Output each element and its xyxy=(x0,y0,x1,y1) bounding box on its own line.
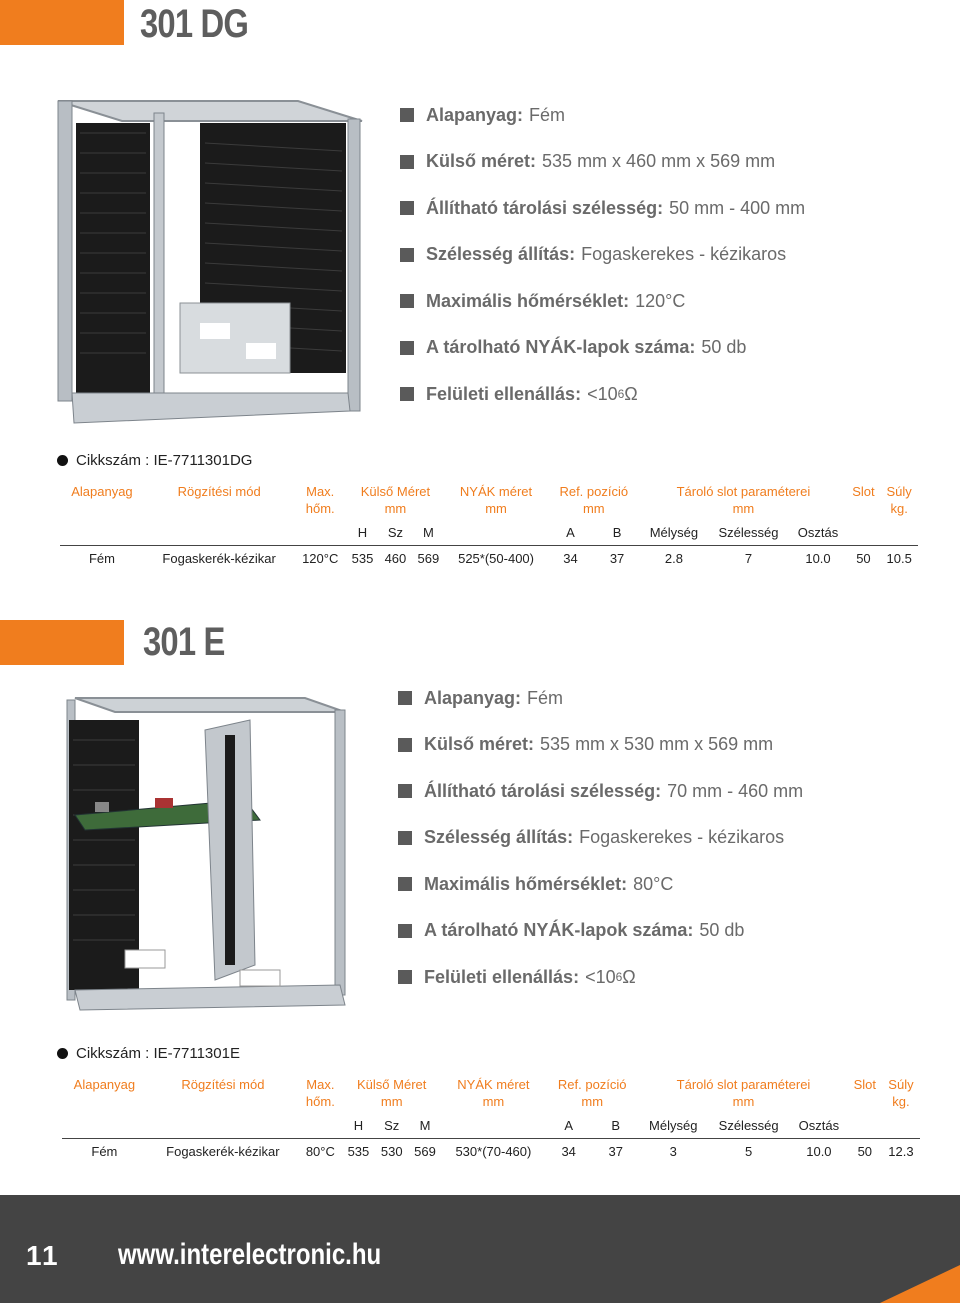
bullet-square-icon xyxy=(400,108,414,122)
table-cell: 3 xyxy=(669,1143,677,1159)
product-photo-301dg xyxy=(50,93,370,433)
table-subheader: B xyxy=(594,521,641,545)
table-header: Rögzítési mód xyxy=(177,484,261,499)
table-header: NYÁK méret mm xyxy=(459,484,533,516)
spec-item: Felületi ellenállás: <10 6 Ω xyxy=(398,954,803,1001)
bullet-square-icon xyxy=(398,738,412,752)
table-cell: 12.3 xyxy=(888,1143,914,1159)
spec-item: Állítható tárolási szélesség: 50 mm - 400 mm xyxy=(400,185,805,232)
table-cell: 120°C xyxy=(302,550,339,566)
item-number-301dg: Cikkszám : IE-7711301DG xyxy=(57,452,252,469)
spec-item: Alapanyag: Fém xyxy=(400,92,805,139)
bullet-square-icon xyxy=(398,691,412,705)
spec-item: Szélesség állítás: Fogaskerekes - kézikaros xyxy=(400,232,805,279)
product-title-301dg: 301 DG xyxy=(140,2,249,46)
bullet-square-icon xyxy=(398,970,412,984)
table-cell: 10.5 xyxy=(886,550,912,566)
table-cell: 80°C xyxy=(305,1143,335,1159)
spec-item: Alapanyag: Fém xyxy=(398,675,803,722)
table-cell: 5 xyxy=(745,1143,753,1159)
spec-item: Szélesség állítás: Fogaskerekes - kézikaros xyxy=(398,815,803,862)
table-header: Tároló slot paraméterei mm xyxy=(676,484,811,516)
bullet-square-icon xyxy=(400,387,414,401)
spec-item: Maximális hőmérséklet: 80°C xyxy=(398,861,803,908)
table-cell: 7 xyxy=(744,550,753,566)
bullet-square-icon xyxy=(398,831,412,845)
table-header: Ref. pozíció mm xyxy=(559,484,629,516)
table-header: Rögzítési mód xyxy=(181,1077,265,1092)
table-subheader: A xyxy=(545,1114,592,1138)
table-header: Súly kg. xyxy=(886,484,912,516)
table-header: Külső Méret mm xyxy=(360,484,431,516)
table-subheader: M xyxy=(412,521,445,545)
table-cell: 50 xyxy=(856,550,871,566)
table-header: Külső Méret mm xyxy=(357,1077,427,1109)
item-number-301e: Cikkszám : IE-7711301E xyxy=(57,1045,240,1062)
table-cell: 37 xyxy=(609,550,625,566)
table-header: Slot xyxy=(852,484,875,499)
title-bar-2 xyxy=(0,620,124,665)
table-cell: 460 xyxy=(384,550,407,566)
table-header: NYÁK méret mm xyxy=(457,1077,530,1109)
table-cell: 530*(70-460) xyxy=(455,1143,532,1159)
table-subheader: Mélység xyxy=(639,1114,707,1138)
product-title-301e: 301 E xyxy=(143,620,225,664)
bullet-dot-icon xyxy=(57,1048,68,1059)
table-cell: Fém xyxy=(88,550,115,566)
table-header: Tároló slot paraméterei mm xyxy=(676,1077,811,1109)
table-cell: Fogaskerék-kézikar xyxy=(166,1143,280,1159)
table-header: Max. hőm. xyxy=(305,484,335,516)
spec-item: A tárolható NYÁK-lapok száma: 50 db xyxy=(398,908,803,955)
table-cell: 2.8 xyxy=(664,550,683,566)
table-cell: 535 xyxy=(351,550,374,566)
table-header: Alapanyag xyxy=(71,484,133,499)
bullet-square-icon xyxy=(400,201,414,215)
spec-item: Állítható tárolási szélesség: 70 mm - 460 mm xyxy=(398,768,803,815)
table-subheader: H xyxy=(346,521,379,545)
table-cell: 10.0 xyxy=(806,1143,832,1159)
table-row xyxy=(62,1138,920,1164)
table-cell: Fogaskerék-kézikar xyxy=(162,550,276,566)
table-cell: 34 xyxy=(561,1143,576,1159)
bullet-square-icon xyxy=(398,924,412,938)
product-photo-301e xyxy=(55,690,355,1015)
spec-item: Maximális hőmérséklet: 120°C xyxy=(400,278,805,325)
bullet-square-icon xyxy=(400,248,414,262)
website-link[interactable]: www.interelectronic.hu xyxy=(118,1238,382,1271)
table-subheader: Szélesség xyxy=(708,521,790,545)
table-subheader: A xyxy=(547,521,594,545)
spec-table-301e xyxy=(62,1074,920,1164)
spec-item: Külső méret: 535 mm x 460 mm x 569 mm xyxy=(400,139,805,186)
table-cell: 37 xyxy=(608,1143,623,1159)
table-header: Alapanyag xyxy=(73,1077,136,1092)
table-cell: Fém xyxy=(91,1143,118,1159)
table-header: Slot xyxy=(853,1077,876,1092)
spec-item: A tárolható NYÁK-lapok száma: 50 db xyxy=(400,325,805,372)
table-cell: 525*(50-400) xyxy=(458,550,534,566)
bullet-square-icon xyxy=(398,877,412,891)
table-cell: 535 xyxy=(347,1143,370,1159)
bullet-square-icon xyxy=(398,784,412,798)
table-cell: 10.0 xyxy=(805,550,831,566)
table-header: Súly kg. xyxy=(888,1077,914,1109)
spec-list-301e xyxy=(398,675,803,1001)
table-subheader: Sz xyxy=(379,521,412,545)
table-cell: 530 xyxy=(380,1143,403,1159)
table-header: Max. hőm. xyxy=(305,1077,335,1109)
bullet-square-icon xyxy=(400,155,414,169)
spec-table-301dg xyxy=(60,481,918,571)
table-subheader: Mélység xyxy=(640,521,707,545)
bullet-dot-icon xyxy=(57,455,68,466)
table-subheader: Szélesség xyxy=(707,1114,790,1138)
table-cell: 50 xyxy=(857,1143,873,1159)
table-cell: 569 xyxy=(414,1143,436,1159)
table-subheader: Sz xyxy=(375,1114,408,1138)
table-subheader: M xyxy=(408,1114,441,1138)
spec-item: Külső méret: 535 mm x 530 mm x 569 mm xyxy=(398,722,803,769)
table-cell: 34 xyxy=(563,550,578,566)
bullet-square-icon xyxy=(400,294,414,308)
page-number: 11 xyxy=(26,1240,60,1271)
table-header: Ref. pozíció mm xyxy=(557,1077,627,1109)
title-bar-1 xyxy=(0,0,124,45)
bullet-square-icon xyxy=(400,341,414,355)
table-row xyxy=(60,545,918,571)
table-subheader: H xyxy=(342,1114,375,1138)
table-subheader: B xyxy=(592,1114,639,1138)
table-subheader: Osztás xyxy=(790,1114,848,1138)
spec-list-301dg xyxy=(400,92,805,418)
table-cell: 569 xyxy=(417,550,440,566)
spec-item: Felületi ellenállás: <10 6 Ω xyxy=(400,371,805,418)
table-subheader: Osztás xyxy=(790,521,847,545)
